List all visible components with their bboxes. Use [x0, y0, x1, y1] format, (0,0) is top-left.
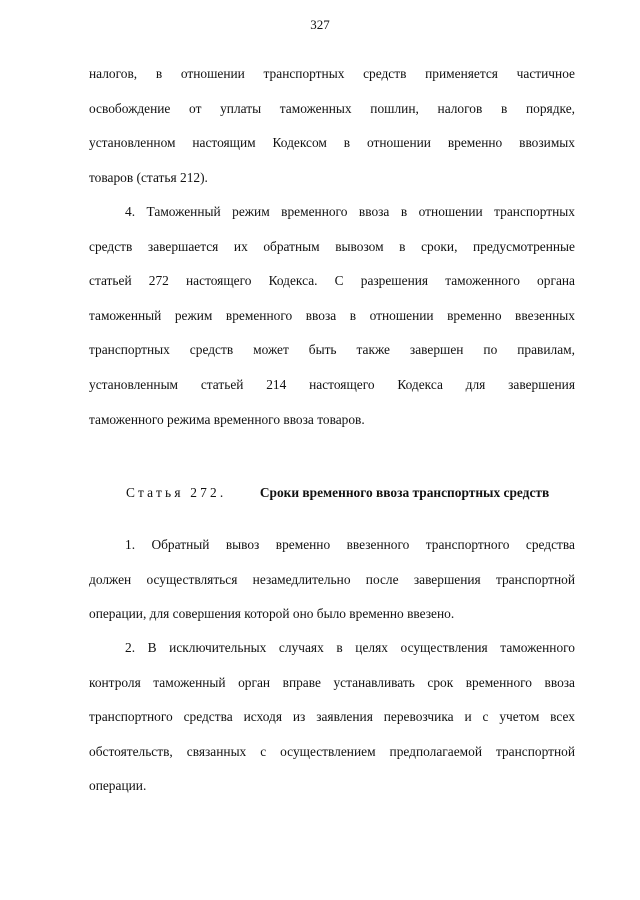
text-line: установленном настоящим Кодексом в отношении временно ввозимых — [89, 135, 575, 151]
text-line: налогов, в отношении транспортных средств применяется частичное — [89, 66, 575, 81]
article-title: Сроки временного ввоза транспортных средств — [259, 485, 550, 500]
text-line: средств завершается их обратным вывозом в сроки, предусмотренные — [89, 238, 575, 254]
text-line: контроля таможенный орган вправе устанавливать срок временного ввоза — [89, 674, 575, 690]
text-line: статьей 272 настоящего Кодекса. С разрешения таможенного органа — [89, 273, 575, 289]
page-number: 327 — [310, 17, 330, 32]
text-line: таможенный режим временного ввоза в отношении временно ввезенных — [89, 307, 575, 323]
text-line: операции, для совершения которой оно было временно ввезено. — [89, 606, 455, 622]
paragraph-4 — [89, 195, 575, 437]
text-line: установленным статьей 214 настоящего Кодекса для завершения — [89, 376, 575, 392]
text-line: должен осуществляться незамедлительно после завершения транспортной — [89, 571, 575, 587]
text-line: освобождение от уплаты таможенных пошлин, налогов в порядке, — [89, 100, 575, 116]
text-line: 2. В исключительных случаях в целях осуществления таможенного — [125, 640, 575, 655]
text-line: товаров (статья 212). — [89, 169, 208, 185]
paragraph-2 — [89, 631, 575, 804]
text-line: 4. Таможенный режим временного ввоза в отношении транспортных — [125, 204, 575, 219]
article-heading — [126, 478, 586, 508]
text-line: транспортных средств может быть также завершен по правилам, — [89, 342, 575, 358]
article-label: Статья 272. — [126, 485, 227, 500]
text-line: обстоятельств, связанных с осуществлением предполагаемой транспортной — [89, 743, 575, 759]
text-line: таможенного режима временного ввоза товаров. — [89, 411, 365, 427]
paragraph-continuation — [89, 57, 575, 195]
text-line: транспортного средства исходя из заявления перевозчика и с учетом всех — [89, 709, 575, 725]
text-line: операции. — [89, 778, 147, 794]
text-line: 1. Обратный вывоз временно ввезенного транспортного средства — [125, 537, 575, 552]
paragraph-1 — [89, 528, 575, 632]
